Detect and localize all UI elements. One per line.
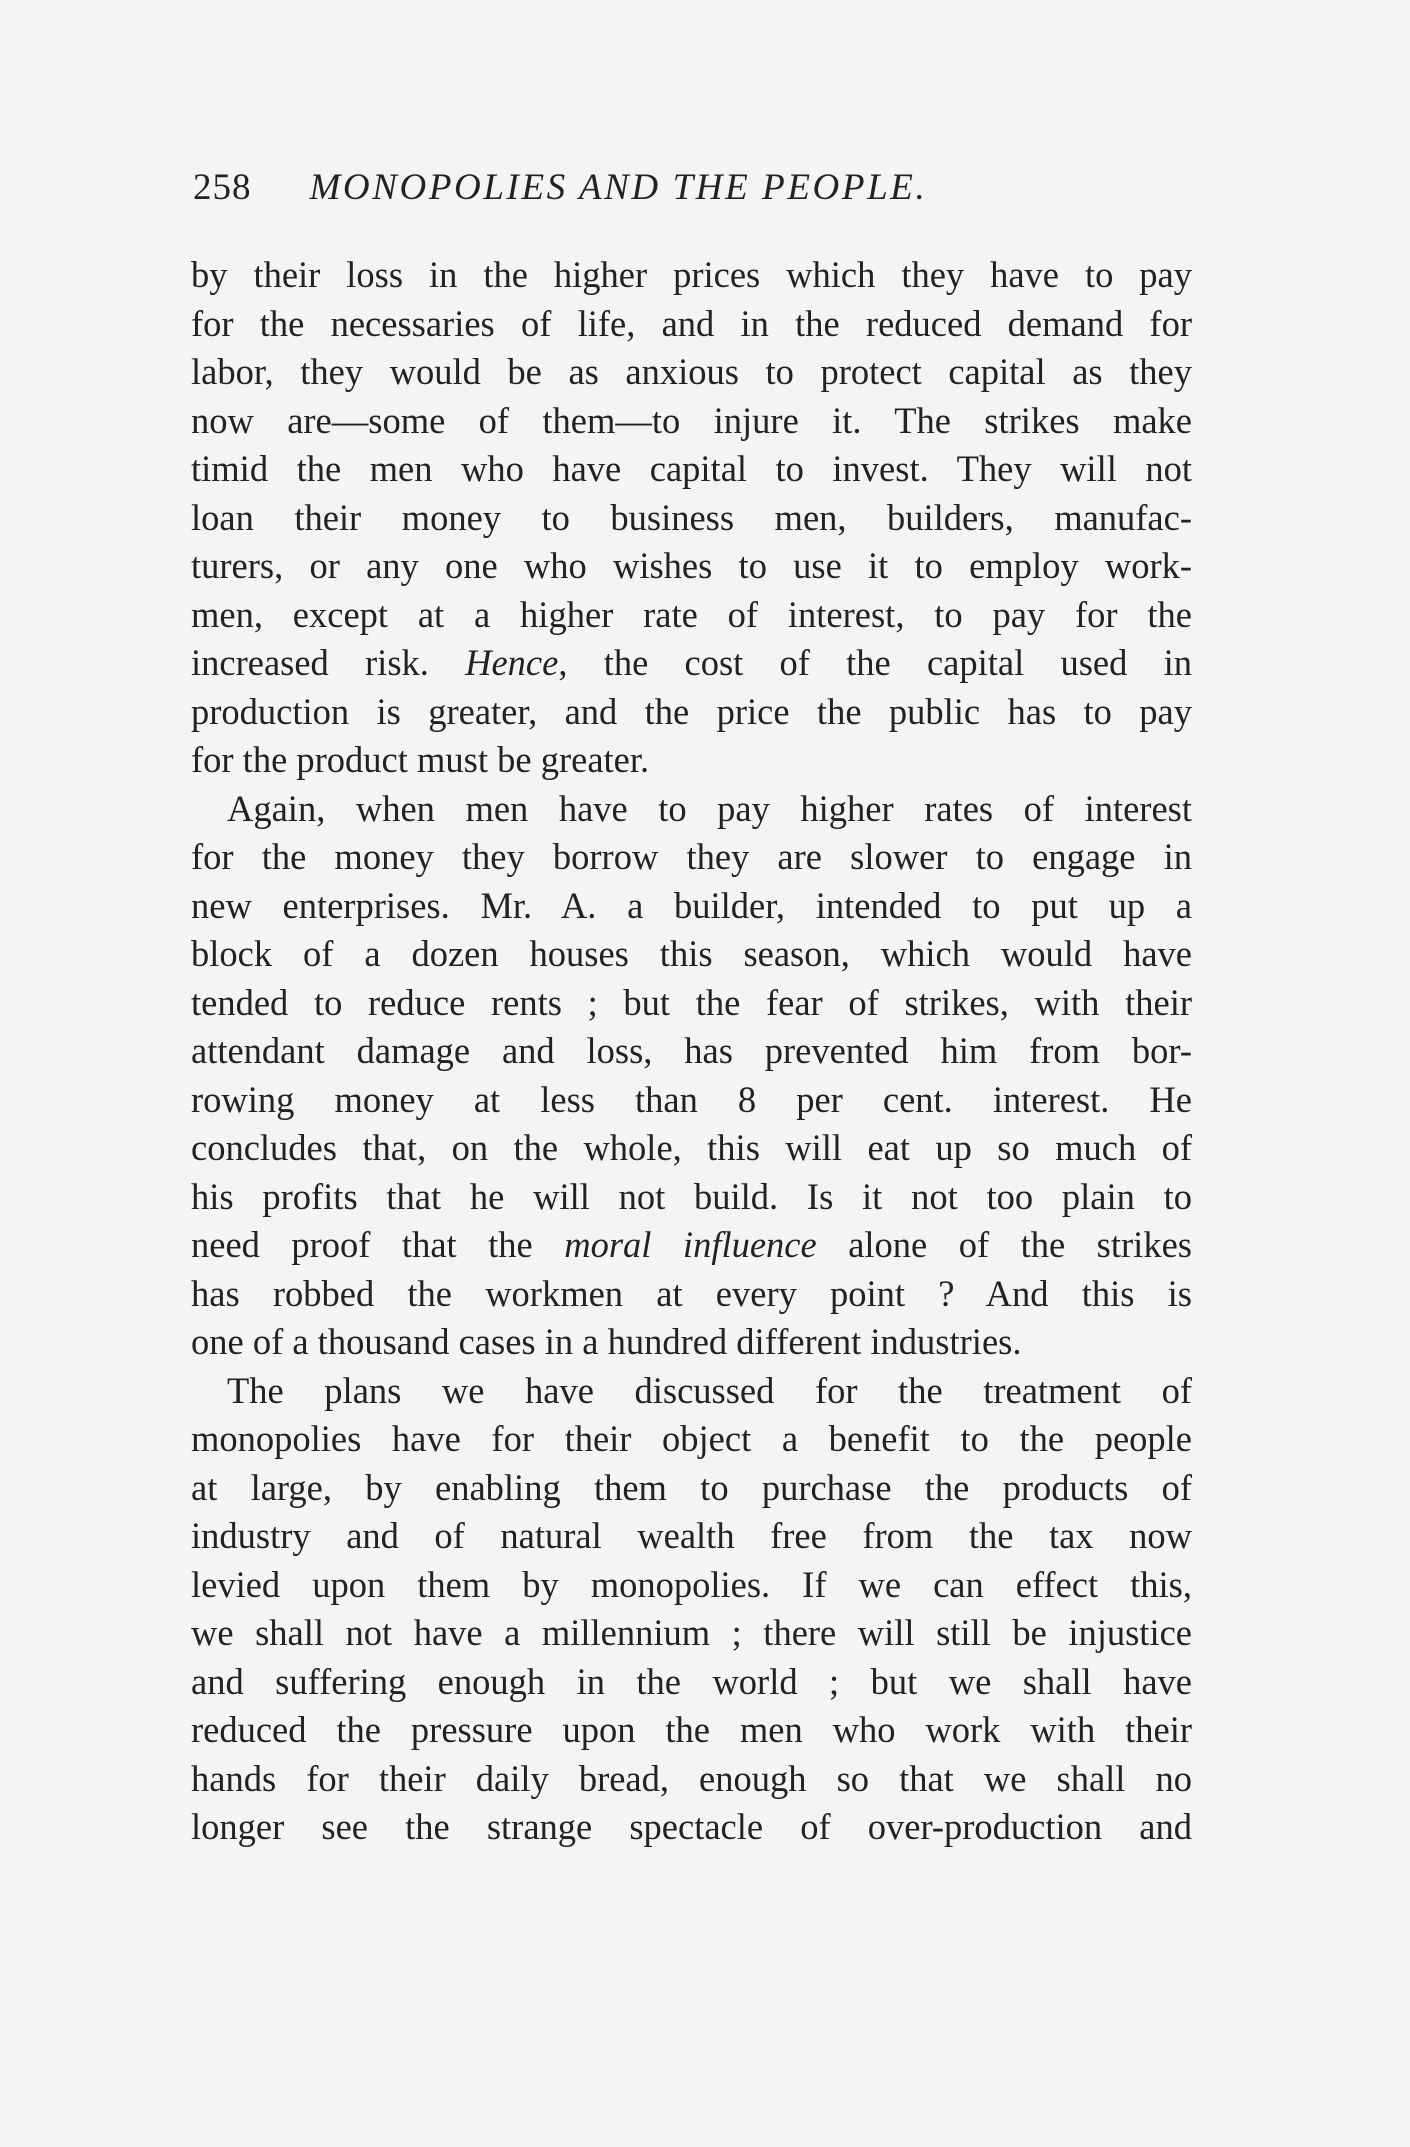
text-line: turers, or any one who wishes to use it to employ work- [191, 545, 1192, 586]
page-number: 258 [193, 167, 252, 208]
body-text [191, 251, 1192, 1852]
text-line: attendant damage and loss, has prevented him from bor- [191, 1030, 1192, 1071]
text-line: levied upon them by monopolies. If we can effect this, [191, 1563, 1192, 1605]
text-line: has robbed the workmen at every point ? And this is [191, 1272, 1192, 1314]
text-line: timid the men who have capital to invest. They will not [191, 448, 1192, 489]
text-line: and suffering enough in the world ; but we shall have [191, 1660, 1192, 1702]
text-line [191, 639, 1192, 688]
running-title: MONOPOLIES AND THE PEOPLE. [309, 167, 928, 208]
text-line: new enterprises. Mr. A. a builder, intended to put up a [191, 884, 1192, 926]
text-line: monopolies have for their object a benefit to the people [191, 1418, 1192, 1459]
text-fragment: increased risk. [191, 642, 466, 683]
text-line: labor, they would be as anxious to protect capital as they [191, 351, 1192, 392]
text-line: at large, by enabling them to purchase the products of [191, 1466, 1192, 1508]
running-head [193, 158, 1193, 218]
text-line [191, 1221, 1192, 1270]
text-fragment: , the cost of the capital used in [558, 642, 1192, 683]
text-line: The plans we have discussed for the treatment of [227, 1369, 1192, 1411]
text-line: his profits that he will not build. Is it not too plain to [191, 1175, 1192, 1217]
text-fragment: need proof that the [191, 1224, 565, 1265]
text-line: reduced the pressure upon the men who work with their [191, 1709, 1192, 1750]
text-line: hands for their daily bread, enough so that we shall no [191, 1757, 1192, 1799]
text-line: for the money they borrow they are slower to engage in [191, 836, 1192, 877]
text-line: loan their money to business men, builders, manufac- [191, 496, 1192, 538]
text-line: we shall not have a millennium ; there will still be injustice [191, 1612, 1192, 1653]
text-line: concludes that, on the whole, this will eat up so much of [191, 1127, 1192, 1168]
text-line: industry and of natural wealth free from the tax now [191, 1515, 1192, 1556]
text-line: rowing money at less than 8 per cent. interest. He [191, 1078, 1192, 1120]
text-line: for the product must be greater. [191, 739, 650, 780]
text-line: men, except at a higher rate of interest, to pay for the [191, 593, 1192, 635]
text-line: now are—some of them—to injure it. The strikes make [191, 399, 1192, 441]
text-line: Again, when men have to pay higher rates of interest [227, 787, 1192, 829]
text-line: production is greater, and the price the public has to pay [191, 690, 1192, 732]
italic-emphasis: moral influence [564, 1224, 817, 1265]
text-line: block of a dozen houses this season, which would have [191, 933, 1192, 974]
text-line: by their loss in the higher prices which they have to pay [191, 254, 1192, 295]
text-line: one of a thousand cases in a hundred different industries. [191, 1321, 1022, 1362]
italic-emphasis: Hence [465, 642, 559, 683]
text-line: longer see the strange spectacle of over-production and [191, 1806, 1192, 1847]
text-fragment: alone of the strikes [816, 1224, 1192, 1265]
text-line: tended to reduce rents ; but the fear of strikes, with their [191, 981, 1192, 1023]
text-line: for the necessaries of life, and in the reduced demand for [191, 302, 1192, 344]
